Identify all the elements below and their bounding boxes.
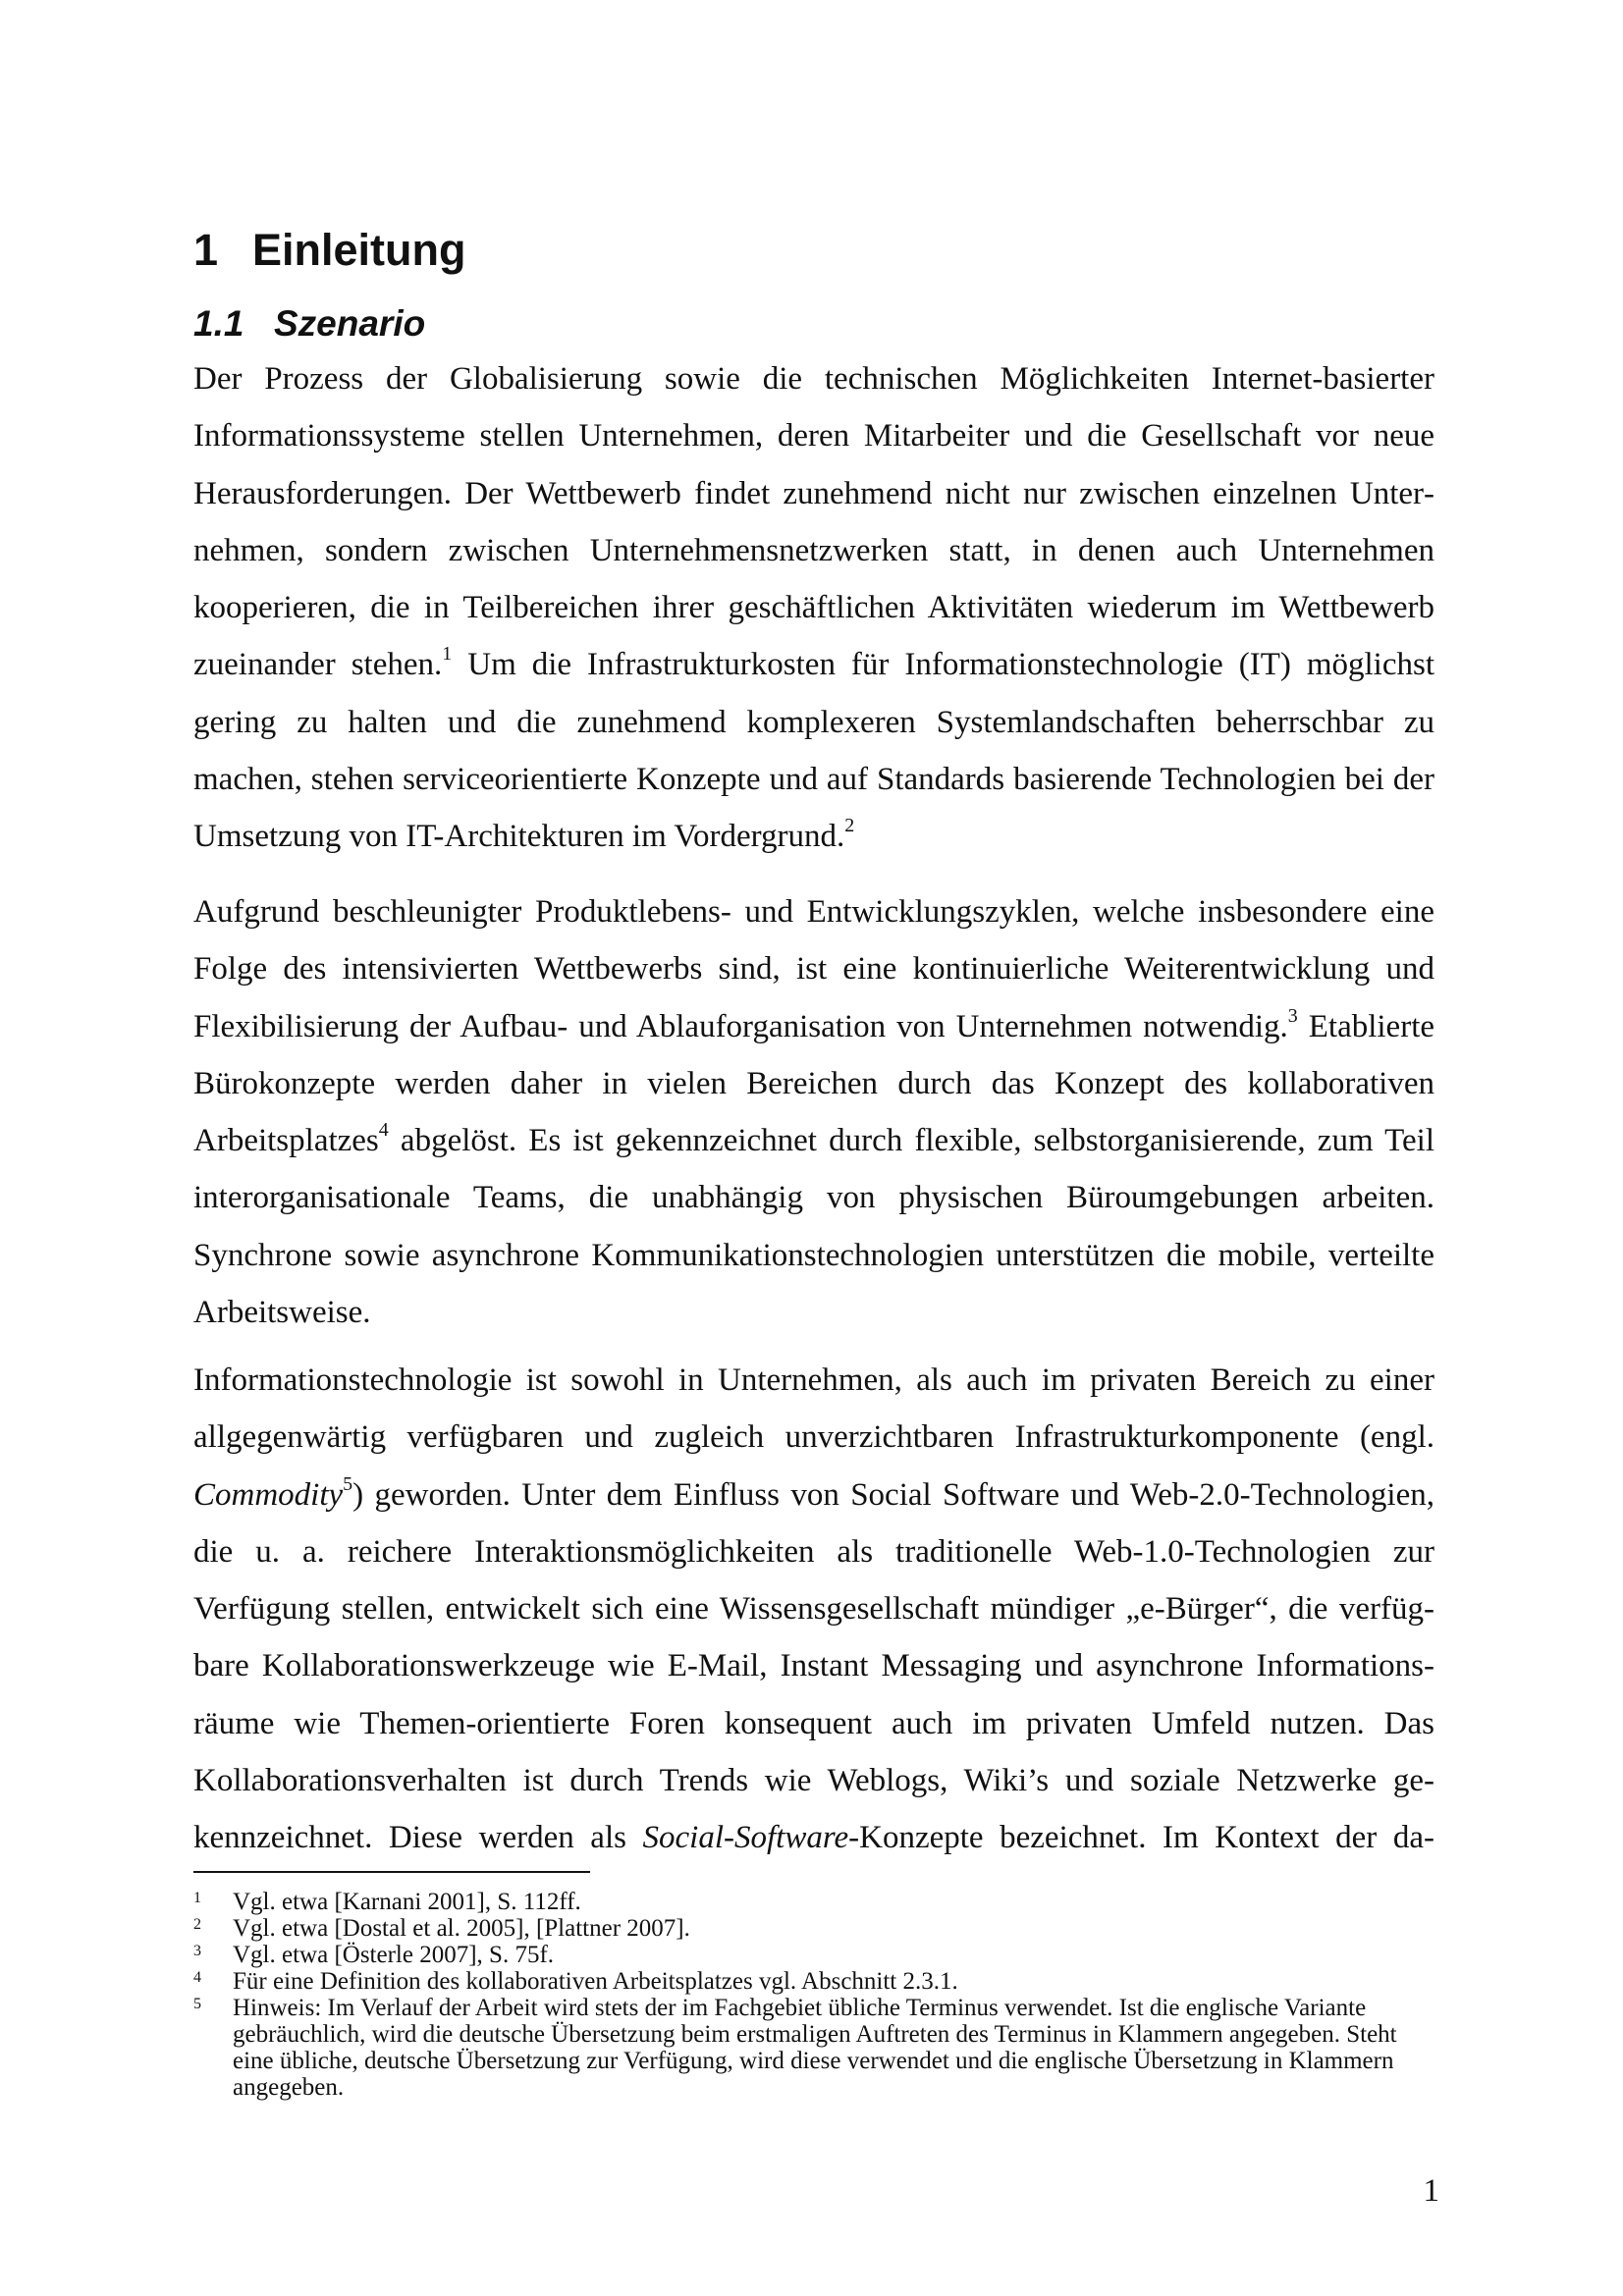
paragraph-3-text-a: Informationstechnologie ist sowohl in Unternehmen, als auch im privaten Bereich zu einer allgegenwärtig verfügbaren und zugleich unverzichtbaren Infrastrukturkomponente (engl. [193,1362,1434,1456]
footnote-number: 4 [193,1969,201,1986]
footnote-ref-3: 3 [1287,1004,1298,1027]
paragraph-2-text-b: Etablierte Bürokonzepte werden daher in vielen Bereichen durch das Konzept des kollaborativen Arbeitsplatzes [193,1008,1435,1159]
footnote-text: Vgl. etwa [Karnani 2001], S. 112ff. [233,1889,581,1915]
footnote [193,1889,1434,1915]
footnote-text: Für eine Definition des kollaborativen Arbeitsplatzes vgl. Abschnitt 2.3.1. [233,1968,958,1995]
paragraph-2-text-c: abgelöst. Es ist gekennzeichnet durch flexible, selbstorganisierende, zum Teil interorganisationale Teams, die unabhängig von physischen Büroumgebungen arbeiten. Synchrone sowie asynchrone Kommunikationstechnologien unterstützen die mobile, verteilte Arbeitsweise. [193,1123,1434,1331]
footnote-ref-5: 5 [343,1472,353,1495]
chapter-title: Einleitung [252,225,466,275]
footnote-number: 1 [193,1890,201,1906]
footnote-text: Vgl. etwa [Dostal et al. 2005], [Plattner 2007]. [233,1915,690,1942]
section-heading [193,299,425,348]
footnote [193,1915,1434,1942]
paragraph-1 [193,350,1434,866]
footnote-ref-1: 1 [442,643,453,666]
footnote-separator [193,1871,590,1873]
page-number: 1 [1423,2173,1439,2209]
paragraph-3-text-c: -Konzepte bezeichnet. Im Kontext der da- [848,1820,1434,1856]
footnote [193,1968,1434,1995]
paragraph-2-text-a: Aufgrund beschleunigter Produktlebens- und Entwicklungszyklen, welche insbesondere eine Folge des intensivierten Wettbewerbs sind, ist eine kontinuierliche Weiterentwicklung und Flexibilisierung der Aufbau- und Ablauforganisation von Unternehmen notwendig. [193,894,1434,1044]
footnote-number: 2 [193,1916,201,1933]
section-title: Szenario [274,303,426,344]
footnote [193,1942,1434,1968]
term-commodity: Commodity [193,1476,344,1513]
footnote-text: Hinweis: Im Verlauf der Arbeit wird stets der im Fachgebiet übliche Terminus verwendet. Ist die englische Variante gebräuchlich, wird die deutsche Übersetzung beim erstmaligen Auftreten des Terminus in Klammern angegeben. Steht eine übliche, deutsche Übersetzung zur Verfügung, wird diese verwendet und die englische Übersetzung in Klammern angegeben. [233,1995,1397,2101]
section-number: 1.1 [193,303,244,344]
term-social-software: Social-Software [642,1820,849,1856]
paragraph-1-text-b: Um die Infrastrukturkosten für Informationstechnologie (IT) möglichst gering zu halten und die zunehmend komplexeren Systemlandschaften beherrschbar zu machen, stehen serviceorientierte Konzepte und auf Standards basierende Technologien bei der Umsetzung von IT-Architekturen im Vordergrund. [193,647,1434,855]
paragraph-3-text-b: ) geworden. Unter dem Einfluss von Social Software und Web-2.0-Technologien, die u. a. reichere Interaktionsmöglichkeiten als traditionelle Web-1.0-Technologien zur Verfügung stellen, entwickelt sich eine Wissensgesellschaft mündiger „e-Bürger“, die verfügbare Kollaborationswerkzeuge wie E-Mail, Instant Messaging und asynchrone Informationsräume wie Themen-orientierte Foren konsequent auch im privaten Umfeld nutzen. Das Kollaborationsverhalten ist durch Trends wie Weblogs, Wiki’s und soziale Netzwerke gekennzeichnet. Diese werden als [193,1476,1434,1856]
footnote-ref-2: 2 [844,815,855,837]
footnote-number: 3 [193,1943,201,1959]
footnote-number: 5 [193,1996,201,2012]
footnote [193,1995,1434,2101]
paragraph-2 [193,883,1434,1341]
footnote-ref-4: 4 [378,1119,389,1142]
chapter-heading [193,221,466,280]
chapter-number: 1 [193,225,219,275]
paragraph-3 [193,1352,1434,1867]
footnotes [193,1889,1434,2101]
paragraph-1-text-a: Der Prozess der Globalisierung sowie die technischen Möglichkeiten Internet-basierter Informationssysteme stellen Unternehmen, deren Mitarbeiter und die Gesellschaft vor neue Herausforderungen. Der Wettbewerb findet zunehmend nicht nur zwischen einzelnen Unternehmen, sondern zwischen Unternehmensnetzwerken statt, in denen auch Unternehmen kooperieren, die in Teilbereichen ihrer geschäftlichen Aktivitäten wiederum im Wettbewerb zueinander stehen. [193,361,1434,683]
footnote-text: Vgl. etwa [Österle 2007], S. 75f. [233,1942,555,1968]
